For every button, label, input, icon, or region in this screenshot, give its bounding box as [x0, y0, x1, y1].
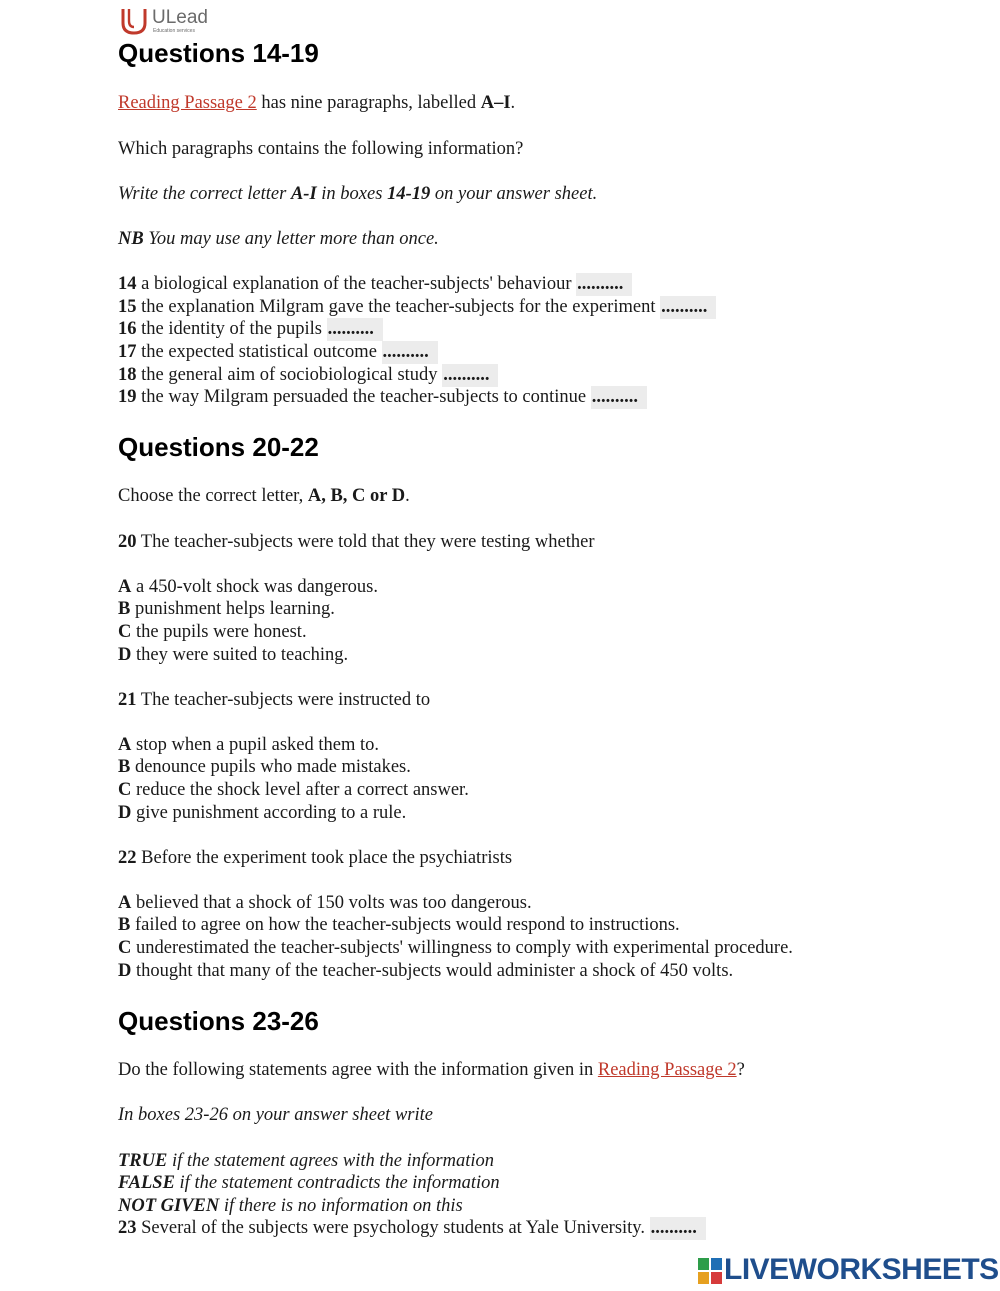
ulead-logo-icon	[119, 6, 151, 36]
key-false: FALSE if the statement contradicts the information	[118, 1173, 500, 1193]
q19-item: 19 the way Milgram persuaded the teacher-subjects to continue ..........	[118, 386, 647, 409]
liveworksheets-brand	[698, 1252, 999, 1288]
answer-blank-23[interactable]: ..........	[650, 1217, 706, 1240]
liveworksheets-wordmark: LIVEWORKSHEETS	[724, 1253, 999, 1286]
q20-option-b: B punishment helps learning.	[118, 599, 335, 619]
answer-blank-19[interactable]: ..........	[591, 386, 647, 409]
q22-stem: 22 Before the experiment took place the psychiatrists	[118, 848, 513, 868]
reading-passage-link[interactable]: Reading Passage 2	[118, 93, 257, 113]
key-not-given: NOT GIVEN if there is no information on this	[118, 1196, 463, 1216]
q23-item: 23 Several of the subjects were psychology students at Yale University. ..........	[118, 1217, 706, 1240]
s1-nb: NB You may use any letter more than once.	[118, 229, 439, 249]
section-2-heading: Questions 20-22	[118, 432, 319, 462]
s1-intro: Reading Passage 2 has nine paragraphs, labelled A–I.	[118, 93, 516, 113]
q21-option-d: D give punishment according to a rule.	[118, 803, 407, 823]
q15-item: 15 the explanation Milgram gave the teacher-subjects for the experiment ..........	[118, 296, 716, 319]
reading-passage-link-2[interactable]: Reading Passage 2	[597, 1060, 737, 1080]
q20-stem: 20 The teacher-subjects were told that they were testing whether	[118, 532, 595, 552]
q16-item: 16 the identity of the pupils ..........	[118, 318, 383, 341]
section-1-heading: Questions 14-19	[118, 38, 319, 68]
q20-option-a: A a 450-volt shock was dangerous.	[118, 577, 378, 597]
q18-item: 18 the general aim of sociobiological study ..........	[118, 364, 498, 387]
q21-option-a: A stop when a pupil asked them to.	[118, 735, 380, 755]
q21-option-b: B denounce pupils who made mistakes.	[118, 757, 411, 777]
logo-name: ULead	[152, 7, 208, 28]
answer-blank-14[interactable]: ..........	[576, 273, 632, 296]
q20-option-c: C the pupils were honest.	[118, 622, 307, 642]
answer-blank-18[interactable]: ..........	[442, 364, 498, 387]
answer-blank-15[interactable]: ..........	[660, 296, 716, 319]
key-true: TRUE if the statement agrees with the information	[118, 1151, 494, 1171]
section-3-heading: Questions 23-26	[118, 1006, 319, 1036]
q22-option-d: D thought that many of the teacher-subjects would administer a shock of 450 volts.	[118, 961, 734, 981]
liveworksheets-logo-icon	[698, 1258, 722, 1284]
q21-stem: 21 The teacher-subjects were instructed to	[118, 690, 431, 710]
q22-option-a: A believed that a shock of 150 volts was too dangerous.	[118, 893, 532, 913]
logo-subtitle: Education services	[153, 28, 195, 34]
q21-option-c: C reduce the shock level after a correct answer.	[118, 780, 469, 800]
s2-instruction: Choose the correct letter, A, B, C or D.	[118, 486, 410, 506]
q14-item: 14 a biological explanation of the teacher-subjects' behaviour ..........	[118, 273, 632, 296]
answer-blank-17[interactable]: ..........	[382, 341, 438, 364]
q22-option-c: C underestimated the teacher-subjects' willingness to comply with experimental procedure.	[118, 938, 793, 958]
q22-option-b: B failed to agree on how the teacher-subjects would respond to instructions.	[118, 915, 680, 935]
s1-instruction: Write the correct letter A-I in boxes 14-19 on your answer sheet.	[118, 184, 598, 204]
q17-item: 17 the expected statistical outcome ..........	[118, 341, 438, 364]
ulead-logo	[119, 6, 229, 36]
q20-option-d: D they were suited to teaching.	[118, 645, 349, 665]
answer-blank-16[interactable]: ..........	[327, 318, 383, 341]
s3-instruction: In boxes 23-26 on your answer sheet write	[118, 1105, 433, 1125]
s1-question: Which paragraphs contains the following information?	[118, 139, 524, 159]
s3-intro: Do the following statements agree with the information given in Reading Passage 2?	[118, 1060, 745, 1080]
